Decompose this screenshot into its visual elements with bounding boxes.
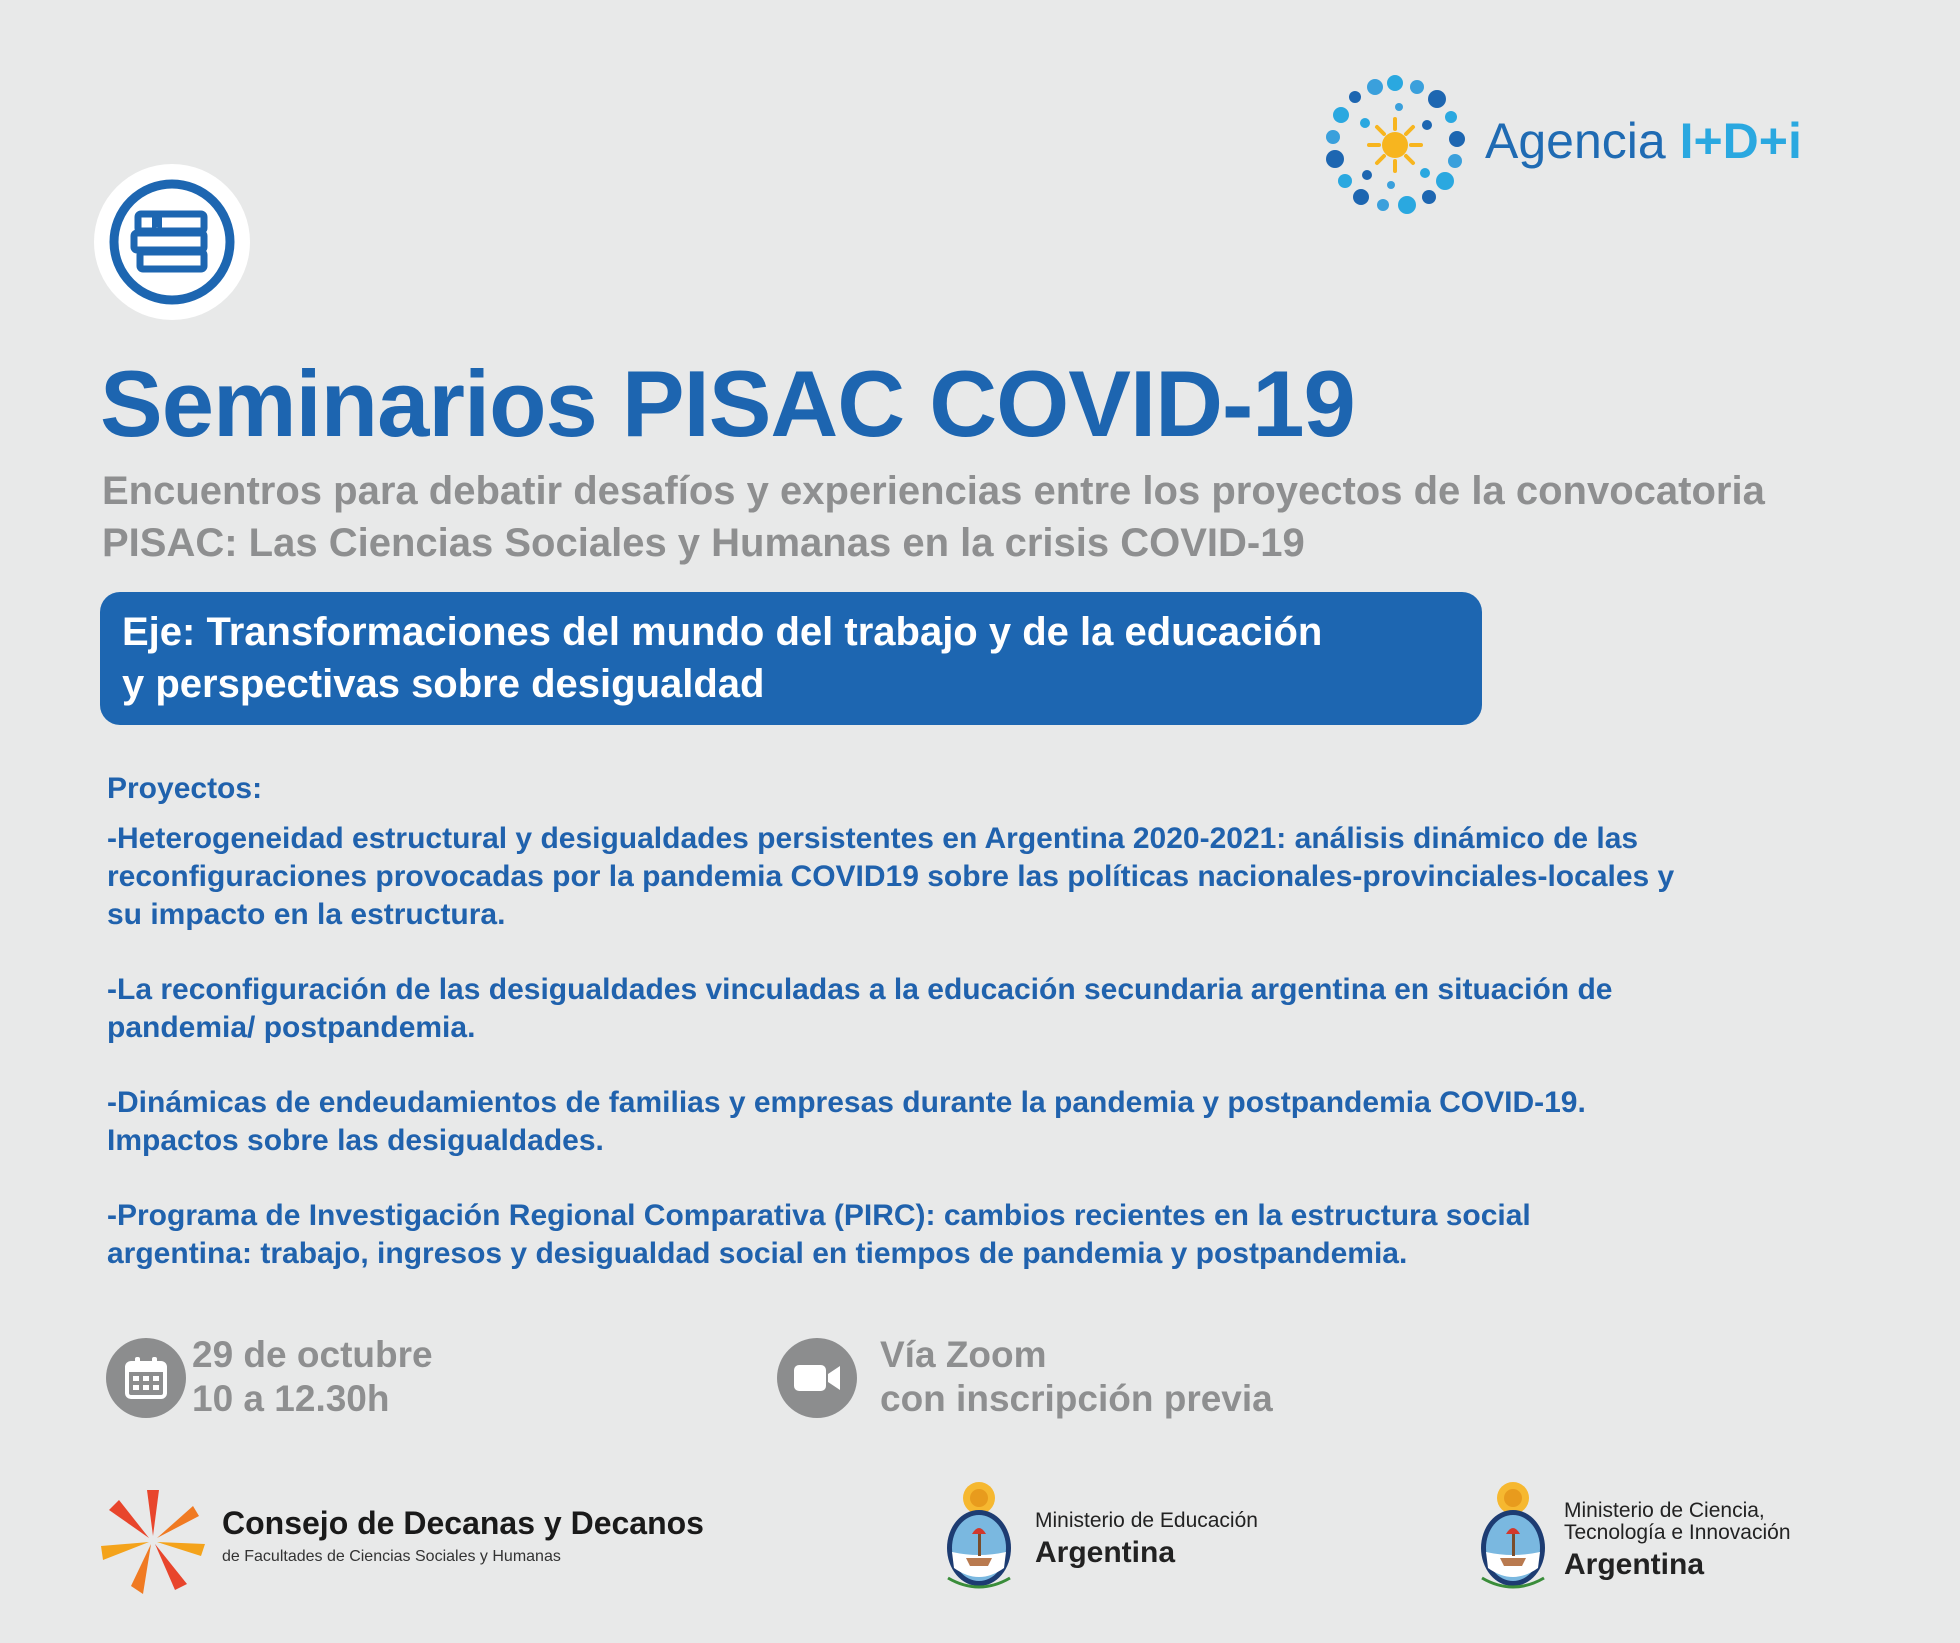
event-datetime	[192, 1333, 433, 1421]
event-time: 10 a 12.30h	[192, 1378, 390, 1419]
project-line: reconfiguraciones provocadas por la pandemia COVID19 sobre las políticas nacionales-provinciales-locales y	[107, 860, 1675, 893]
axis-line-2: y perspectivas sobre desigualdad	[122, 662, 765, 706]
sun-icon	[1369, 119, 1421, 171]
emblem	[94, 164, 250, 320]
ministry-education-line-1: Ministerio de Educación	[1035, 1509, 1258, 1532]
project-line: pandemia/ postpandemia.	[107, 1011, 476, 1044]
ministry-science-line-2: Tecnología e Innovación	[1564, 1521, 1791, 1544]
project-line: Impactos sobre las desigualdades.	[107, 1124, 604, 1157]
page-title: Seminarios PISAC COVID-19	[100, 351, 1355, 456]
council-subtitle: de Facultades de Ciencias Sociales y Humanas	[222, 1548, 561, 1565]
project-line: -Dinámicas de endeudamientos de familias y empresas durante la pandemia y postpandemia COVID-19.	[107, 1086, 1586, 1119]
project-item	[107, 820, 1787, 934]
council-text	[222, 1505, 704, 1566]
project-line: argentina: trabajo, ingresos y desigualdad social en tiempos de pandemia y postpandemia.	[107, 1237, 1408, 1270]
council-title: Consejo de Decanas y Decanos	[222, 1505, 704, 1541]
registration-note: con inscripción previa	[880, 1378, 1273, 1419]
agency-name-suffix: I+D+i	[1679, 113, 1802, 169]
coat-of-arms-icon	[1472, 1478, 1554, 1596]
calendar-icon	[106, 1338, 186, 1418]
ministry-education-line-2: Argentina	[1035, 1536, 1176, 1569]
subtitle-line-2: PISAC: Las Ciencias Sociales y Humanas en la crisis COVID-19	[102, 521, 1305, 565]
project-item	[107, 1197, 1787, 1273]
project-item	[107, 1084, 1787, 1160]
project-line: -Programa de Investigación Regional Comparativa (PIRC): cambios recientes en la estructura social	[107, 1199, 1531, 1232]
books-icon	[108, 178, 236, 306]
projects-list	[107, 770, 1787, 1310]
ministry-science-line-3: Argentina	[1564, 1548, 1705, 1581]
ministry-science	[1564, 1500, 1791, 1582]
project-item	[107, 971, 1787, 1047]
event-date: 29 de octubre	[192, 1334, 433, 1375]
axis-line-1: Eje: Transformaciones del mundo del trabajo y de la educación	[122, 610, 1323, 654]
project-line: -Heterogeneidad estructural y desigualdades persistentes en Argentina 2020-2021: análisis dinámico de las	[107, 822, 1639, 855]
coat-of-arms-icon	[938, 1478, 1020, 1596]
video-camera-icon	[777, 1338, 857, 1418]
project-line: su impacto en la estructura.	[107, 898, 506, 931]
ministry-science-line-1: Ministerio de Ciencia,	[1564, 1499, 1765, 1522]
subtitle-line-1: Encuentros para debatir desafíos y experiencias entre los proyectos de la convocatoria	[102, 469, 1765, 513]
ministry-education	[1035, 1510, 1258, 1570]
agency-name	[1485, 112, 1802, 170]
platform-name: Vía Zoom	[880, 1334, 1047, 1375]
axis-text	[122, 606, 1422, 710]
project-line: -La reconfiguración de las desigualdades vinculadas a la educación secundaria argentina en situación de	[107, 973, 1613, 1006]
agency-name-prefix: Agencia	[1485, 113, 1680, 169]
council-logo	[98, 1485, 208, 1595]
event-platform	[880, 1333, 1273, 1421]
subtitle	[102, 465, 1882, 569]
projects-heading: Proyectos:	[107, 772, 263, 805]
